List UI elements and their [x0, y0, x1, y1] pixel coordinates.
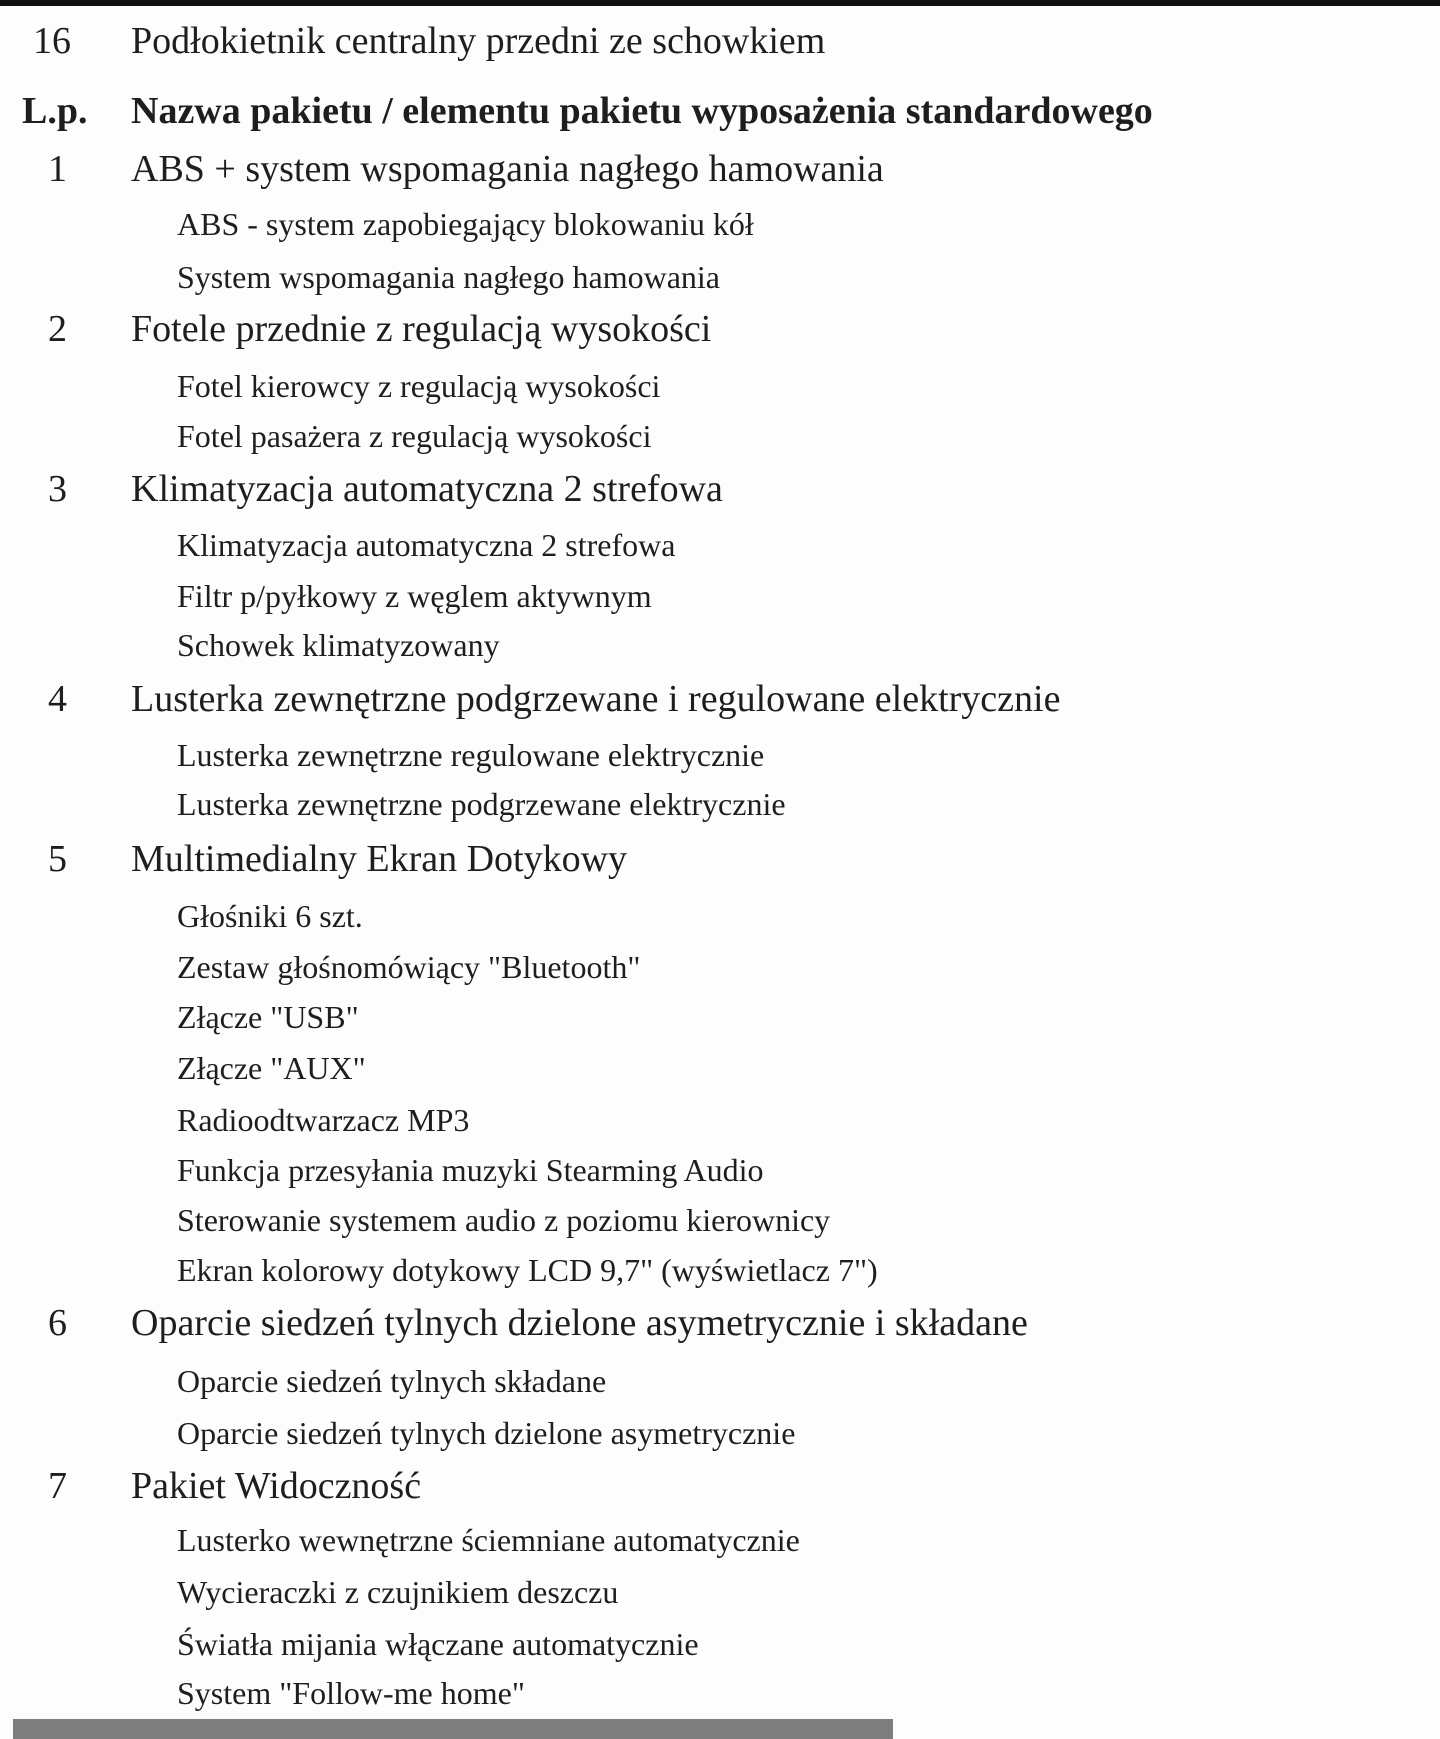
element-label: ABS - system zapobiegający blokowaniu kół [177, 206, 754, 242]
element-label: Lusterka zewnętrzne regulowane elektrycznie [177, 737, 765, 773]
item-number: 16 [33, 20, 71, 62]
element-label: Sterowanie systemem audio z poziomu kierownicy [177, 1202, 831, 1238]
element-label: Lusterka zewnętrzne podgrzewane elektrycznie [177, 786, 786, 822]
element-label: Filtr p/pyłkowy z węglem aktywnym [177, 578, 652, 614]
package-number: 5 [48, 838, 67, 880]
element-label: Ekran kolorowy dotykowy LCD 9,7" (wyświetlacz 7") [177, 1252, 878, 1288]
package-number: 6 [48, 1302, 67, 1344]
package-label: Lusterka zewnętrzne podgrzewane i regulowane elektrycznie [131, 678, 1061, 720]
element-label: Złącze "AUX" [177, 1050, 366, 1086]
element-label: Oparcie siedzeń tylnych dzielone asymetrycznie [177, 1415, 796, 1451]
header-label: Nazwa pakietu / elementu pakietu wyposażenia standardowego [131, 90, 1153, 132]
element-label: Złącze "USB" [177, 999, 359, 1035]
header-number: L.p. [22, 90, 88, 132]
bottom-bar [13, 1719, 893, 1739]
package-label: ABS + system wspomagania nagłego hamowania [131, 148, 884, 190]
package-label: Multimedialny Ekran Dotykowy [131, 838, 628, 880]
package-label: Oparcie siedzeń tylnych dzielone asymetrycznie i składane [131, 1302, 1028, 1344]
element-label: Oparcie siedzeń tylnych składane [177, 1363, 607, 1399]
item-label: Podłokietnik centralny przedni ze schowkiem [131, 20, 826, 62]
element-label: Zestaw głośnomówiący "Bluetooth" [177, 949, 641, 985]
element-label: System wspomagania nagłego hamowania [177, 259, 720, 295]
element-label: Głośniki 6 szt. [177, 898, 363, 934]
element-label: System "Follow-me home" [177, 1675, 525, 1711]
element-label: Radioodtwarzacz MP3 [177, 1102, 470, 1138]
element-label: Funkcja przesyłania muzyki Stearming Audio [177, 1152, 764, 1188]
top-border [0, 0, 1440, 6]
package-label: Pakiet Widoczność [131, 1465, 422, 1507]
package-label: Klimatyzacja automatyczna 2 strefowa [131, 468, 723, 510]
package-label: Fotele przednie z regulacją wysokości [131, 308, 712, 350]
element-label: Fotel kierowcy z regulacją wysokości [177, 368, 661, 404]
element-label: Schowek klimatyzowany [177, 627, 500, 663]
element-label: Klimatyzacja automatyczna 2 strefowa [177, 527, 676, 563]
package-number: 7 [48, 1465, 67, 1507]
element-label: Fotel pasażera z regulacją wysokości [177, 418, 652, 454]
element-label: Światła mijania włączane automatycznie [177, 1626, 699, 1662]
package-number: 1 [48, 148, 67, 190]
package-number: 2 [48, 308, 67, 350]
package-number: 3 [48, 468, 67, 510]
element-label: Lusterko wewnętrzne ściemniane automatycznie [177, 1522, 800, 1558]
package-number: 4 [48, 678, 67, 720]
element-label: Wycieraczki z czujnikiem deszczu [177, 1574, 619, 1610]
